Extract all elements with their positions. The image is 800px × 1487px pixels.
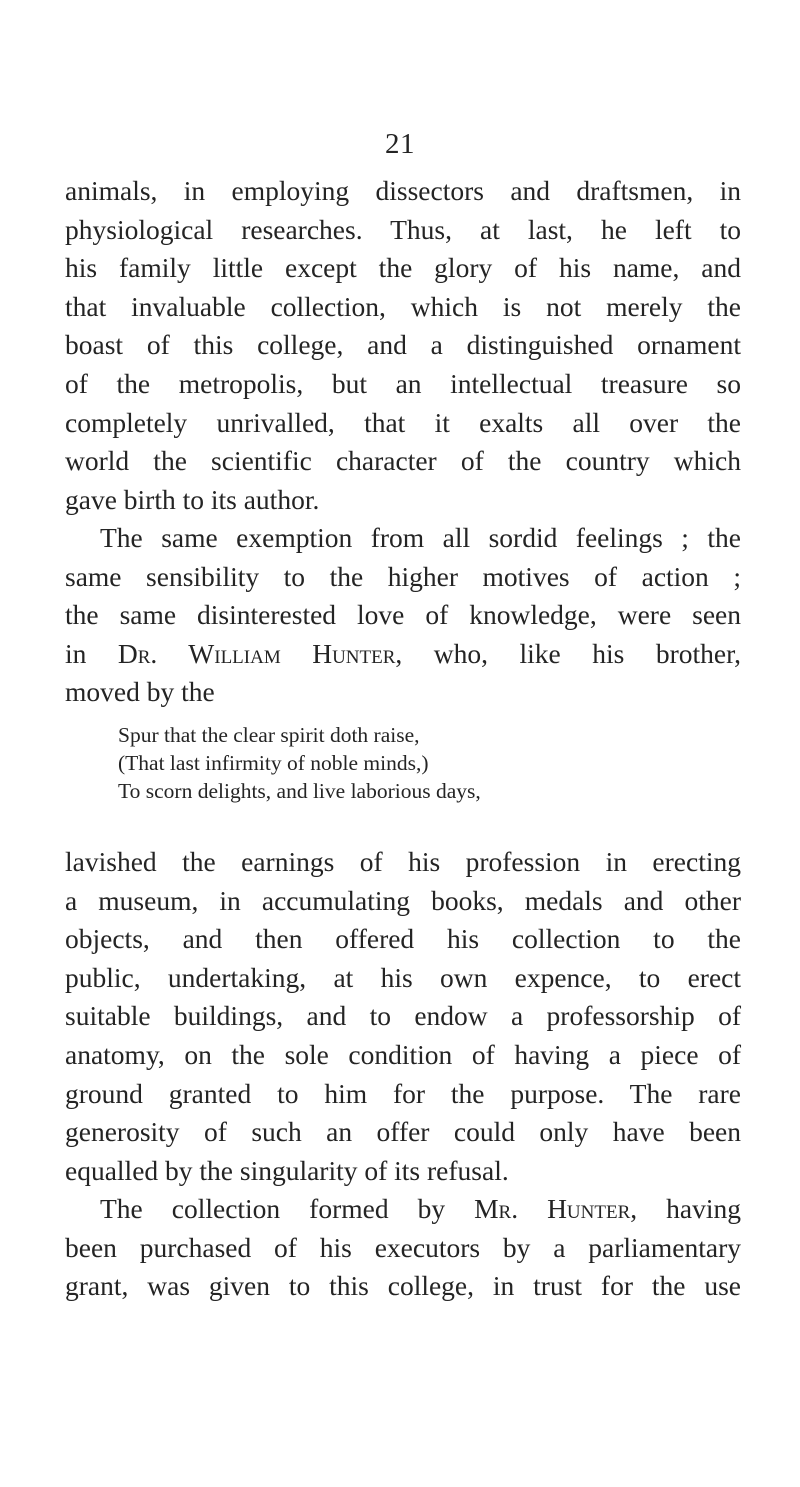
text-line: that invaluable collection, which is not merely the bbox=[65, 290, 741, 322]
text-fragment: in bbox=[65, 637, 118, 669]
text-fragment: The collection formed by bbox=[100, 1193, 475, 1224]
text-line bbox=[65, 1190, 741, 1229]
paragraph-william-hunter bbox=[65, 519, 741, 712]
text-line: ground granted to him for the purpose. The rare bbox=[65, 1077, 741, 1109]
paragraph-collection bbox=[65, 1190, 741, 1306]
text-line: suitable buildings, and to endow a professorship of bbox=[65, 1000, 741, 1032]
text-line: a museum, in accumulating books, medals and other bbox=[65, 884, 741, 916]
text-line: same sensibility to the higher motives of action ; bbox=[65, 560, 741, 592]
paragraph-continuation bbox=[65, 172, 741, 519]
text-line: world the scientific character of the country which bbox=[65, 445, 741, 477]
text-fragment: , having bbox=[630, 1193, 741, 1224]
person-name: Mr. Hunter bbox=[474, 1193, 631, 1224]
text-line: his family little except the glory of his name, and bbox=[65, 252, 741, 284]
verse-line: To scorn delights, and live laborious days, bbox=[118, 779, 481, 803]
verse-quotation bbox=[118, 721, 678, 805]
text-line: animals, in employing dissectors and draftsmen, in bbox=[65, 175, 741, 206]
text-line: lavished the earnings of his profession in erecting bbox=[65, 846, 741, 877]
page-number: 21 bbox=[385, 128, 415, 160]
text-line: anatomy, on the sole condition of having a piece of bbox=[65, 1038, 741, 1070]
text-line: physiological researches. Thus, at last, he left to bbox=[65, 213, 741, 245]
person-name: Dr. William Hunter bbox=[117, 637, 396, 669]
text-line: been purchased of his executors by a parliamentary bbox=[65, 1231, 741, 1263]
text-line: public, undertaking, at his own expence, to erect bbox=[65, 961, 741, 993]
text-line: gave birth to its author. bbox=[65, 483, 320, 515]
text-line: generosity of such an offer could only have been bbox=[65, 1116, 741, 1148]
text-line: grant, was given to this college, in trust for the use bbox=[65, 1270, 741, 1302]
verse-line: (That last infirmity of noble minds,) bbox=[118, 751, 429, 775]
text-line: boast of this college, and a distinguished ornament bbox=[65, 329, 741, 361]
text-line: equalled by the singularity of its refusal. bbox=[65, 1154, 509, 1186]
text-fragment: , who, like his brother, bbox=[395, 637, 742, 669]
verse-line: Spur that the clear spirit doth raise, bbox=[118, 723, 420, 747]
text-line: completely unrivalled, that it exalts all over the bbox=[65, 406, 741, 438]
text-line: of the metropolis, but an intellectual treasure so bbox=[65, 367, 741, 399]
text-line: The same exemption from all sordid feelings ; the bbox=[100, 522, 741, 553]
text-line bbox=[65, 635, 741, 674]
text-line: objects, and then offered his collection to the bbox=[65, 923, 741, 955]
text-line: the same disinterested love of knowledge, were seen bbox=[65, 599, 741, 631]
text-line: moved by the bbox=[65, 676, 215, 708]
paragraph-museum bbox=[65, 843, 741, 1190]
